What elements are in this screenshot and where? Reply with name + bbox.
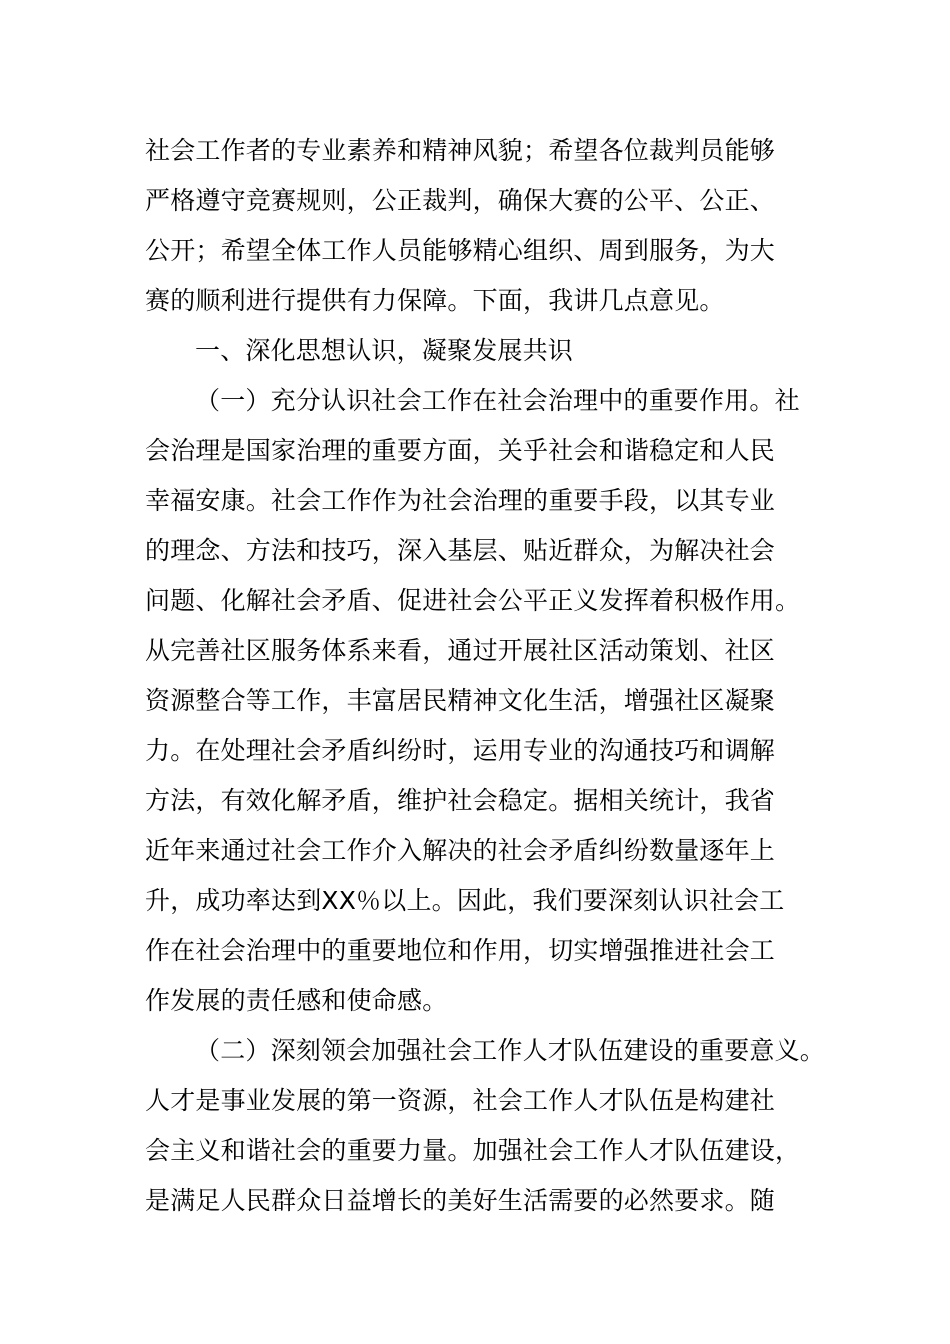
text-line: 从完善社区服务体系来看，通过开展社区活动策划、社区 [145,636,776,665]
text-line: 的理念、方法和技巧，深入基层、贴近群众，为解决社会 [145,536,776,565]
text-line: 近年来通过社会工作介入解决的社会矛盾纠纷数量逐年上 [145,836,776,865]
text-line: 升，成功率达到XX％以上。因此，我们要深刻认识社会工 [145,886,785,915]
text-line: 问题、化解社会矛盾、促进社会公平正义发挥着积极作用。 [145,586,801,615]
text-line: 作发展的责任感和使命感。 [145,986,448,1015]
text-line: 是满足人民群众日益增长的美好生活需要的必然要求。随 [145,1186,776,1215]
text-line: 会治理是国家治理的重要方面，关乎社会和谐稳定和人民 [145,436,776,465]
text-line: 人才是事业发展的第一资源，社会工作人才队伍是构建社 [145,1086,776,1115]
section-heading: 一、深化思想认识，凝聚发展共识 [195,336,574,365]
text-line: 严格遵守竞赛规则，公正裁判，确保大赛的公平、公正、 [145,186,776,215]
text-line: 社会工作者的专业素养和精神风貌；希望各位裁判员能够 [145,136,776,165]
text-line: 方法，有效化解矛盾，维护社会稳定。据相关统计，我省 [145,786,776,815]
text-line: 会主义和谐社会的重要力量。加强社会工作人才队伍建设， [145,1136,801,1165]
text-line: 资源整合等工作，丰富居民精神文化生活，增强社区凝聚 [145,686,776,715]
text-line: 幸福安康。社会工作作为社会治理的重要手段，以其专业 [145,486,776,515]
subsection-heading-line: （一）充分认识社会工作在社会治理中的重要作用。社 [195,386,800,415]
subsection-heading-line: （二）深刻领会加强社会工作人才队伍建设的重要意义。 [195,1036,826,1065]
text-line: 公开；希望全体工作人员能够精心组织、周到服务，为大 [145,236,776,265]
text-line: 赛的顺利进行提供有力保障。下面，我讲几点意见。 [145,286,725,315]
document-body [145,126,835,1226]
text-line: 作在社会治理中的重要地位和作用，切实增强推进社会工 [145,936,776,965]
text-line: 力。在处理社会矛盾纠纷时，运用专业的沟通技巧和调解 [145,736,776,765]
